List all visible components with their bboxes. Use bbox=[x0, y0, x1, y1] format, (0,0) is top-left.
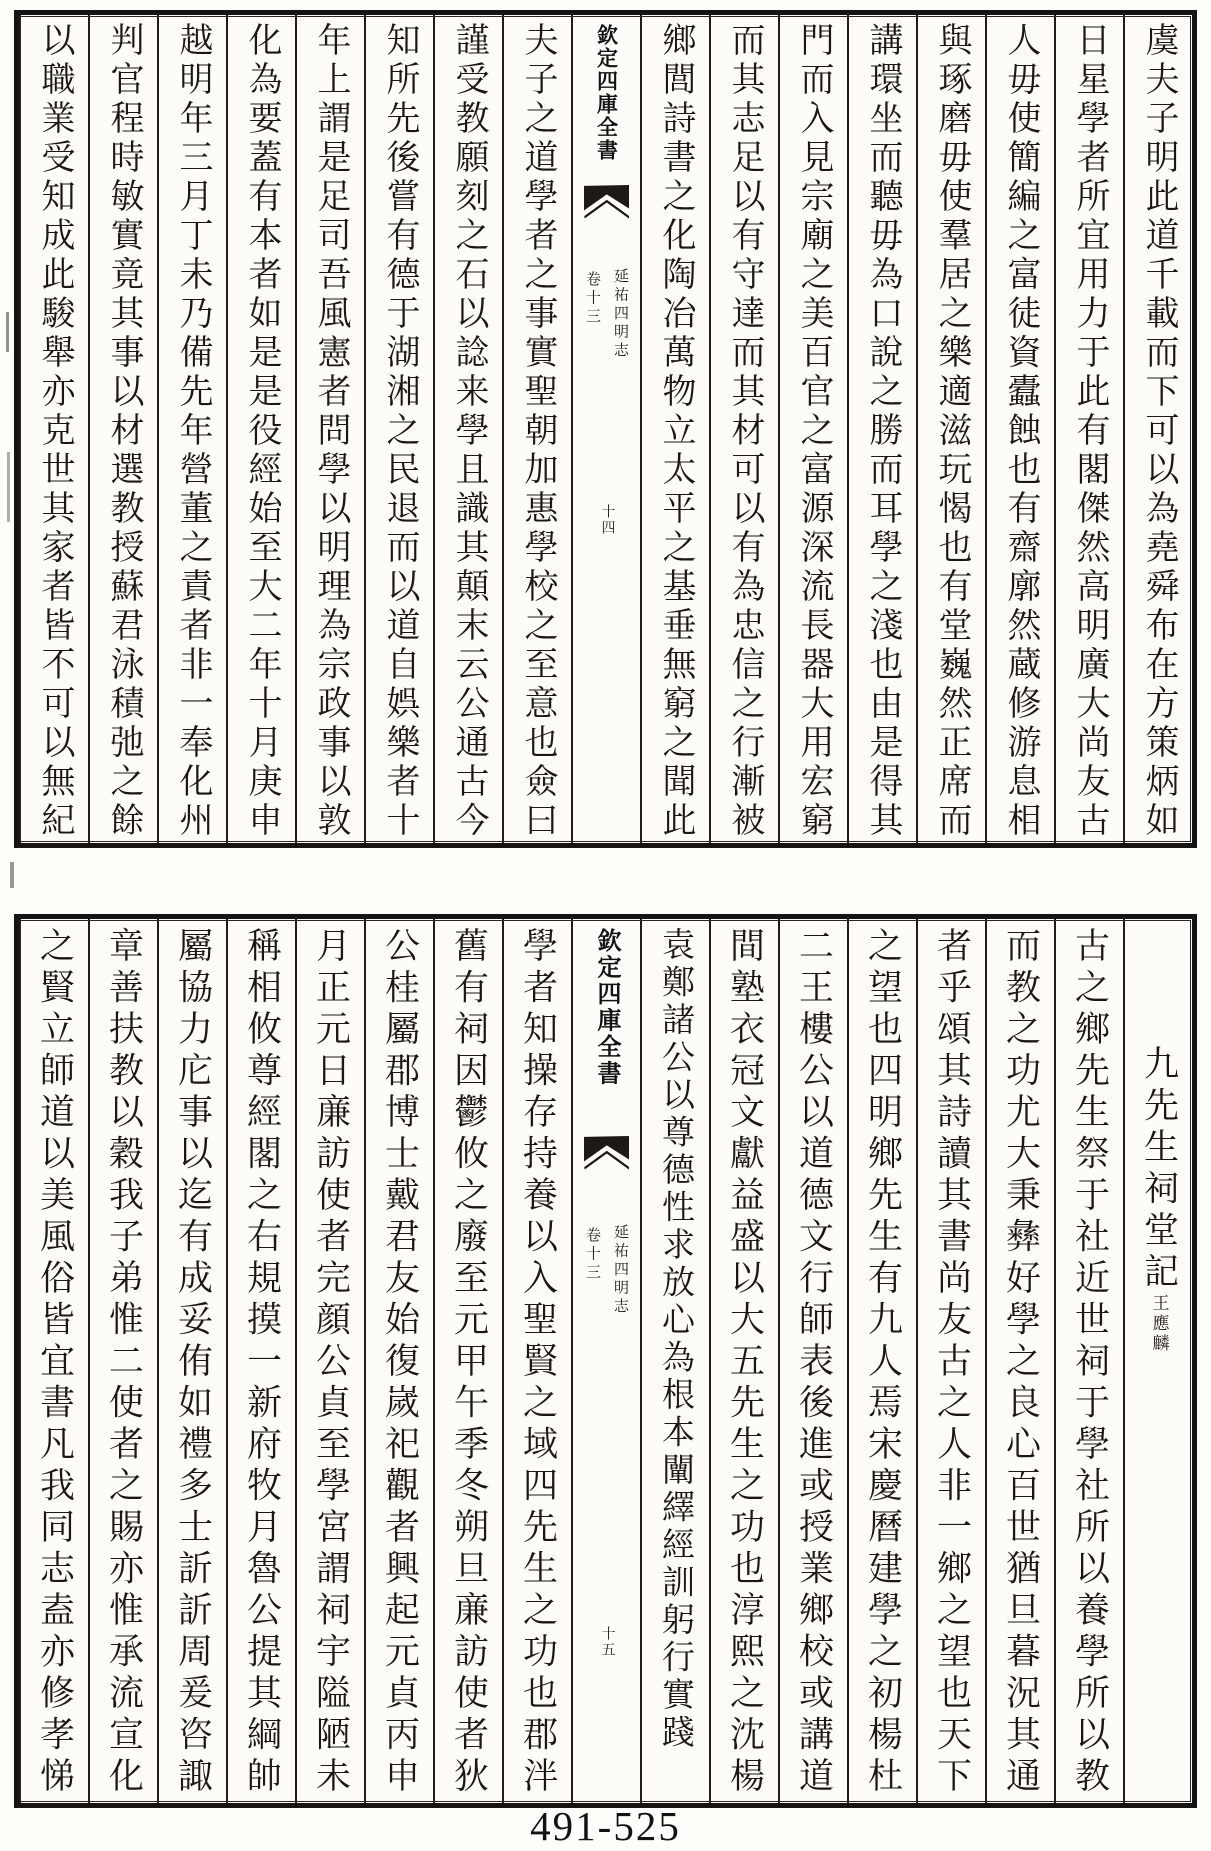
text-column bbox=[433, 15, 502, 843]
text-column bbox=[1054, 15, 1123, 843]
column-text: 者乎頌其詩讀其書尚友古之人非一鄉之望也天下 bbox=[932, 927, 972, 1799]
column-text: 知所先後嘗有德于湖湘之民退而以道自娯樂者十 bbox=[381, 22, 418, 841]
column-text: 章善扶教以穀我子弟惟二使者之賜亦惟承流宣化 bbox=[104, 927, 144, 1799]
text-column bbox=[433, 919, 502, 1803]
text-column bbox=[1054, 919, 1123, 1803]
text-column bbox=[226, 919, 295, 1803]
upper-columns bbox=[19, 15, 1192, 843]
scan-artifact bbox=[7, 452, 10, 522]
text-column bbox=[295, 15, 364, 843]
section-heading bbox=[1134, 919, 1184, 1803]
text-column bbox=[916, 919, 985, 1803]
banxin-subtitles bbox=[582, 268, 631, 361]
column-text: 而其志足以有守達而其材可以有為忠信之行漸被 bbox=[726, 22, 763, 841]
column-text: 舊有祠因鬱攸之廢至元甲午季冬朔旦亷訪使者狄 bbox=[449, 927, 489, 1799]
column-text: 與琢磨毋使羣居之樂適滋玩愒也有堂巍然正席而 bbox=[933, 22, 970, 841]
text-column bbox=[640, 15, 709, 843]
column-text: 袁鄭諸公以尊德性求放心為根本闡繹經訓躬行實踐 bbox=[657, 927, 693, 1752]
fishtail-icon bbox=[584, 1136, 630, 1170]
text-column bbox=[502, 919, 571, 1803]
text-column bbox=[502, 15, 571, 843]
banxin-column bbox=[571, 919, 640, 1803]
column-text: 之賢立師道以美風俗皆宜書凡我同志盍亦修孝悌 bbox=[35, 927, 75, 1799]
column-text: 日星學者所宜用力于此有閣傑然高明廣大尚友古 bbox=[1071, 22, 1108, 841]
banxin-subtitles bbox=[582, 1224, 631, 1317]
column-text: 月正元日亷訪使者完顔公貞至學宮謂祠宇隘陋未 bbox=[311, 927, 351, 1799]
column-text: 判官程時敏實竟其事以材選教授蘇君泳積弛之餘 bbox=[105, 22, 142, 841]
author-name: 王應麟 bbox=[1149, 1294, 1169, 1354]
column-text: 二王樓公以道德文行師表後進或授業鄉校或講道 bbox=[794, 927, 834, 1799]
book-title: 延祐四明志 bbox=[612, 1223, 628, 1317]
text-column bbox=[709, 15, 778, 843]
column-text: 人毋使簡編之富徒資蠹蝕也有齋廓然蔵修游息相 bbox=[1002, 22, 1039, 841]
column-text: 鄉閭詩書之化陶冶萬物立太平之基垂無窮之聞此 bbox=[657, 22, 694, 841]
chapter-label: 卷十三 bbox=[584, 1226, 600, 1283]
banxin-column bbox=[571, 15, 640, 843]
text-column bbox=[295, 919, 364, 1803]
lower-columns bbox=[19, 919, 1192, 1803]
page-number: 491-525 bbox=[530, 1803, 681, 1849]
text-column bbox=[847, 15, 916, 843]
leaf-number: 十四 bbox=[599, 503, 615, 536]
text-column bbox=[19, 15, 88, 843]
text-column bbox=[88, 15, 157, 843]
text-column bbox=[778, 15, 847, 843]
siku-header: 欽定四庫全書 bbox=[593, 928, 619, 1087]
text-column bbox=[157, 919, 226, 1803]
scan-artifact bbox=[6, 312, 9, 352]
column-text: 講環坐而聽毋為口說之勝而耳學之淺也由是得其 bbox=[864, 22, 901, 841]
text-column bbox=[778, 919, 847, 1803]
section-title: 九先生祠堂記 bbox=[1139, 1045, 1179, 1294]
column-text: 公桂屬郡博士戴君友始復嵗祀觀者興起元貞丙申 bbox=[380, 927, 420, 1799]
text-column bbox=[19, 919, 88, 1803]
section-heading-column bbox=[1123, 919, 1192, 1803]
text-column bbox=[226, 15, 295, 843]
lower-text-block bbox=[14, 914, 1197, 1808]
text-column bbox=[916, 15, 985, 843]
siku-header: 欽定四庫全書 bbox=[594, 24, 619, 162]
text-column bbox=[364, 919, 433, 1803]
column-text: 而教之功尤大秉彝好學之良心百世猶旦暮況其通 bbox=[1001, 927, 1041, 1799]
column-text: 學者知操存持養以入聖賢之域四先生之功也郡泮 bbox=[518, 927, 558, 1799]
text-column bbox=[157, 15, 226, 843]
column-text: 化為要蓋有本者如是是役經始至大二年十月庚申 bbox=[243, 22, 280, 841]
column-text: 間塾衣冠文獻益盛以大五先生之功也淳熙之沈楊 bbox=[725, 927, 765, 1799]
book-title: 延祐四明志 bbox=[612, 267, 628, 361]
column-text: 虞夫子明此道千載而下可以為堯舜布在方策炳如 bbox=[1140, 22, 1177, 841]
column-text: 年上謂是足司吾風憲者問學以明理為宗政事以敦 bbox=[312, 22, 349, 841]
column-text: 之望也四明鄉先生有九人焉宋慶曆建學之初楊杜 bbox=[863, 927, 903, 1799]
upper-text-block bbox=[14, 10, 1197, 848]
text-column bbox=[88, 919, 157, 1803]
column-text: 門而入見宗廟之美百官之富源深流長器大用宏窮 bbox=[795, 22, 832, 841]
column-text: 古之鄉先生祭于社近世祠于學社所以養學所以教 bbox=[1070, 927, 1110, 1799]
column-text: 稱相攸尊經閣之右規摸一新府牧月魯公提其綱帥 bbox=[242, 927, 282, 1799]
column-text: 謹受教願刻之石以諗来學且識其顛末云公通古今 bbox=[450, 22, 487, 841]
column-text: 越明年三月丁未乃備先年營董之責者非一奉化州 bbox=[174, 22, 211, 841]
scan-artifact bbox=[10, 862, 14, 888]
leaf-number: 十五 bbox=[599, 1626, 615, 1659]
text-column bbox=[364, 15, 433, 843]
text-column bbox=[985, 15, 1054, 843]
text-column bbox=[1123, 15, 1192, 843]
column-text: 夫子之道學者之事實聖朝加惠學校之至意也僉曰 bbox=[519, 22, 556, 841]
fishtail-icon bbox=[584, 185, 630, 219]
column-text: 屬協力庀事以迄有成妥侑如禮多士訢訢周爰咨諏 bbox=[173, 927, 213, 1799]
column-text: 以職業受知成此駿舉亦克世其家者皆不可以無紀 bbox=[36, 22, 73, 841]
text-column bbox=[709, 919, 778, 1803]
text-column bbox=[985, 919, 1054, 1803]
text-column bbox=[640, 919, 709, 1803]
text-column bbox=[847, 919, 916, 1803]
chapter-label: 卷十三 bbox=[584, 270, 600, 327]
